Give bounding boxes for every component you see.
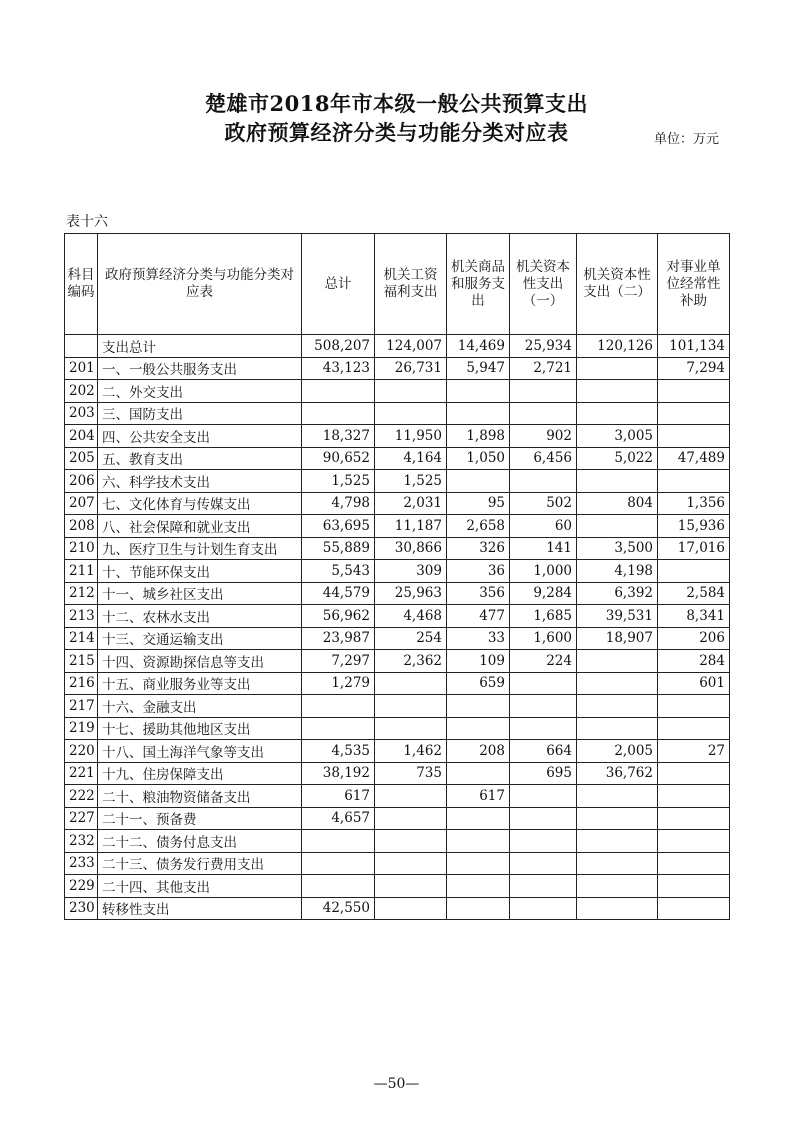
cell-wages: 254 xyxy=(375,627,447,650)
cell-code: 216 xyxy=(65,672,98,695)
cell-wages: 2,362 xyxy=(375,650,447,673)
cell-subsidy: 2,584 xyxy=(658,582,730,605)
table-number: 表十六 xyxy=(66,214,108,230)
cell-total xyxy=(302,695,375,718)
cell-wages: 1,462 xyxy=(375,740,447,763)
cell-wages xyxy=(375,875,447,898)
cell-goods xyxy=(447,470,510,493)
cell-wages: 309 xyxy=(375,560,447,583)
cell-subsidy xyxy=(658,695,730,718)
table-row xyxy=(65,402,730,425)
cell-code: 205 xyxy=(65,447,98,470)
cell-total: 90,652 xyxy=(302,447,375,470)
cell-capital2 xyxy=(577,830,658,853)
cell-total: 55,889 xyxy=(302,537,375,560)
cell-wages xyxy=(375,695,447,718)
cell-total: 1,525 xyxy=(302,470,375,493)
table-row xyxy=(65,785,730,808)
cell-capital1: 25,934 xyxy=(510,335,577,358)
table-row xyxy=(65,335,730,358)
cell-goods: 1,898 xyxy=(447,425,510,448)
cell-goods xyxy=(447,380,510,403)
cell-code: 233 xyxy=(65,852,98,875)
cell-goods: 5,947 xyxy=(447,357,510,380)
cell-total: 5,543 xyxy=(302,560,375,583)
cell-total: 617 xyxy=(302,785,375,808)
cell-subsidy: 7,294 xyxy=(658,357,730,380)
cell-capital1: 1,600 xyxy=(510,627,577,650)
cell-wages: 735 xyxy=(375,762,447,785)
cell-name: 十二、农林水支出 xyxy=(98,605,302,628)
header-capital2: 机关资本性支出（二） xyxy=(577,234,658,335)
cell-subsidy: 101,134 xyxy=(658,335,730,358)
cell-code: 221 xyxy=(65,762,98,785)
table-header-row xyxy=(65,234,730,335)
cell-code: 230 xyxy=(65,897,98,920)
cell-capital2 xyxy=(577,785,658,808)
cell-total xyxy=(302,380,375,403)
cell-wages: 124,007 xyxy=(375,335,447,358)
cell-capital1: 60 xyxy=(510,515,577,538)
cell-capital1 xyxy=(510,852,577,875)
cell-capital2 xyxy=(577,717,658,740)
cell-subsidy xyxy=(658,402,730,425)
cell-capital2: 3,500 xyxy=(577,537,658,560)
cell-total: 63,695 xyxy=(302,515,375,538)
cell-code: 220 xyxy=(65,740,98,763)
cell-capital2 xyxy=(577,897,658,920)
table-row xyxy=(65,447,730,470)
cell-goods: 14,469 xyxy=(447,335,510,358)
cell-code: 222 xyxy=(65,785,98,808)
cell-goods xyxy=(447,830,510,853)
cell-goods xyxy=(447,897,510,920)
cell-capital1 xyxy=(510,830,577,853)
cell-name: 二十一、预备费 xyxy=(98,807,302,830)
cell-capital1 xyxy=(510,897,577,920)
cell-name: 五、教育支出 xyxy=(98,447,302,470)
cell-capital1 xyxy=(510,717,577,740)
cell-code xyxy=(65,335,98,358)
cell-total: 4,535 xyxy=(302,740,375,763)
cell-capital1 xyxy=(510,875,577,898)
cell-wages xyxy=(375,672,447,695)
cell-wages xyxy=(375,807,447,830)
cell-total: 43,123 xyxy=(302,357,375,380)
table-row xyxy=(65,425,730,448)
cell-goods: 109 xyxy=(447,650,510,673)
cell-wages: 2,031 xyxy=(375,492,447,515)
cell-code: 202 xyxy=(65,380,98,403)
cell-capital2: 5,022 xyxy=(577,447,658,470)
cell-goods: 356 xyxy=(447,582,510,605)
cell-capital2 xyxy=(577,807,658,830)
budget-table xyxy=(64,233,730,920)
cell-name: 七、文化体育与传媒支出 xyxy=(98,492,302,515)
cell-capital1: 502 xyxy=(510,492,577,515)
cell-goods: 477 xyxy=(447,605,510,628)
cell-code: 208 xyxy=(65,515,98,538)
cell-subsidy xyxy=(658,875,730,898)
cell-code: 215 xyxy=(65,650,98,673)
cell-code: 212 xyxy=(65,582,98,605)
table-row xyxy=(65,537,730,560)
cell-goods xyxy=(447,402,510,425)
cell-capital1: 224 xyxy=(510,650,577,673)
cell-subsidy xyxy=(658,852,730,875)
cell-total: 42,550 xyxy=(302,897,375,920)
cell-capital2: 39,531 xyxy=(577,605,658,628)
cell-capital1: 1,685 xyxy=(510,605,577,628)
cell-name: 十一、城乡社区支出 xyxy=(98,582,302,605)
cell-name: 九、医疗卫生与计划生育支出 xyxy=(98,537,302,560)
table-row xyxy=(65,672,730,695)
cell-wages: 1,525 xyxy=(375,470,447,493)
header-subsidy: 对事业单位经常性补助 xyxy=(658,234,730,335)
cell-goods: 1,050 xyxy=(447,447,510,470)
cell-name: 八、社会保障和就业支出 xyxy=(98,515,302,538)
cell-wages xyxy=(375,717,447,740)
cell-capital2 xyxy=(577,515,658,538)
cell-capital2 xyxy=(577,875,658,898)
cell-capital2 xyxy=(577,672,658,695)
cell-capital2: 4,198 xyxy=(577,560,658,583)
cell-subsidy xyxy=(658,762,730,785)
cell-code: 227 xyxy=(65,807,98,830)
cell-capital2: 6,392 xyxy=(577,582,658,605)
cell-name: 十六、金融支出 xyxy=(98,695,302,718)
cell-subsidy: 206 xyxy=(658,627,730,650)
cell-subsidy xyxy=(658,717,730,740)
cell-subsidy xyxy=(658,785,730,808)
cell-goods: 208 xyxy=(447,740,510,763)
cell-subsidy: 284 xyxy=(658,650,730,673)
cell-code: 217 xyxy=(65,695,98,718)
table-row xyxy=(65,650,730,673)
cell-capital2 xyxy=(577,650,658,673)
cell-capital2 xyxy=(577,695,658,718)
cell-total: 508,207 xyxy=(302,335,375,358)
cell-capital2 xyxy=(577,470,658,493)
cell-goods xyxy=(447,807,510,830)
cell-goods xyxy=(447,695,510,718)
cell-goods: 659 xyxy=(447,672,510,695)
cell-total: 23,987 xyxy=(302,627,375,650)
cell-code: 229 xyxy=(65,875,98,898)
cell-total: 18,327 xyxy=(302,425,375,448)
page-number: —50— xyxy=(373,1076,420,1092)
cell-wages xyxy=(375,897,447,920)
header-capital1: 机关资本性支出（一） xyxy=(510,234,577,335)
cell-capital1: 902 xyxy=(510,425,577,448)
cell-capital1: 141 xyxy=(510,537,577,560)
cell-goods: 326 xyxy=(447,537,510,560)
document-title-line1: 楚雄市2018年市本级一般公共预算支出 xyxy=(205,91,588,116)
header-wages: 机关工资福利支出 xyxy=(375,234,447,335)
table-row xyxy=(65,627,730,650)
cell-name: 一、一般公共服务支出 xyxy=(98,357,302,380)
cell-code: 204 xyxy=(65,425,98,448)
cell-wages: 4,164 xyxy=(375,447,447,470)
cell-subsidy xyxy=(658,470,730,493)
cell-subsidy xyxy=(658,380,730,403)
cell-capital2 xyxy=(577,357,658,380)
cell-name: 十三、交通运输支出 xyxy=(98,627,302,650)
cell-total: 7,297 xyxy=(302,650,375,673)
cell-subsidy xyxy=(658,425,730,448)
table-row xyxy=(65,695,730,718)
cell-total xyxy=(302,875,375,898)
cell-name: 四、公共安全支出 xyxy=(98,425,302,448)
table-row xyxy=(65,897,730,920)
table-row xyxy=(65,380,730,403)
cell-name: 六、科学技术支出 xyxy=(98,470,302,493)
cell-name: 二十三、债务发行费用支出 xyxy=(98,852,302,875)
cell-total: 44,579 xyxy=(302,582,375,605)
cell-total xyxy=(302,830,375,853)
cell-goods: 617 xyxy=(447,785,510,808)
cell-total xyxy=(302,402,375,425)
cell-code: 207 xyxy=(65,492,98,515)
cell-wages: 25,963 xyxy=(375,582,447,605)
cell-capital1: 6,456 xyxy=(510,447,577,470)
cell-wages: 11,187 xyxy=(375,515,447,538)
table-row xyxy=(65,492,730,515)
header-goods: 机关商品和服务支出 xyxy=(447,234,510,335)
cell-wages: 4,468 xyxy=(375,605,447,628)
cell-name: 转移性支出 xyxy=(98,897,302,920)
cell-name: 十四、资源勘探信息等支出 xyxy=(98,650,302,673)
cell-capital1: 695 xyxy=(510,762,577,785)
cell-name: 十、节能环保支出 xyxy=(98,560,302,583)
cell-capital1 xyxy=(510,402,577,425)
cell-name: 二十二、债务付息支出 xyxy=(98,830,302,853)
table-row xyxy=(65,560,730,583)
cell-code: 219 xyxy=(65,717,98,740)
table-row xyxy=(65,515,730,538)
cell-wages: 11,950 xyxy=(375,425,447,448)
cell-name: 支出总计 xyxy=(98,335,302,358)
cell-name: 二十四、其他支出 xyxy=(98,875,302,898)
cell-capital1 xyxy=(510,672,577,695)
cell-total: 1,279 xyxy=(302,672,375,695)
cell-goods: 36 xyxy=(447,560,510,583)
cell-goods: 2,658 xyxy=(447,515,510,538)
cell-capital1 xyxy=(510,470,577,493)
cell-capital2 xyxy=(577,380,658,403)
cell-name: 十五、商业服务业等支出 xyxy=(98,672,302,695)
cell-total: 4,798 xyxy=(302,492,375,515)
cell-goods xyxy=(447,852,510,875)
cell-code: 232 xyxy=(65,830,98,853)
cell-wages: 30,866 xyxy=(375,537,447,560)
table-row xyxy=(65,605,730,628)
cell-capital2: 2,005 xyxy=(577,740,658,763)
cell-capital1: 664 xyxy=(510,740,577,763)
cell-code: 206 xyxy=(65,470,98,493)
cell-subsidy xyxy=(658,807,730,830)
cell-subsidy: 15,936 xyxy=(658,515,730,538)
cell-name: 二、外交支出 xyxy=(98,380,302,403)
cell-capital2: 804 xyxy=(577,492,658,515)
cell-goods xyxy=(447,717,510,740)
cell-capital1 xyxy=(510,695,577,718)
cell-subsidy: 8,341 xyxy=(658,605,730,628)
table-row xyxy=(65,807,730,830)
cell-capital2 xyxy=(577,402,658,425)
table-row xyxy=(65,762,730,785)
table-row xyxy=(65,740,730,763)
cell-subsidy xyxy=(658,830,730,853)
header-total: 总计 xyxy=(302,234,375,335)
cell-total xyxy=(302,717,375,740)
cell-wages: 26,731 xyxy=(375,357,447,380)
cell-capital1 xyxy=(510,807,577,830)
table-row xyxy=(65,470,730,493)
table-row xyxy=(65,582,730,605)
cell-wages xyxy=(375,785,447,808)
cell-subsidy: 1,356 xyxy=(658,492,730,515)
cell-capital2: 36,762 xyxy=(577,762,658,785)
cell-name: 十九、住房保障支出 xyxy=(98,762,302,785)
cell-subsidy xyxy=(658,897,730,920)
table-row xyxy=(65,852,730,875)
cell-goods xyxy=(447,762,510,785)
cell-name: 三、国防支出 xyxy=(98,402,302,425)
cell-subsidy: 27 xyxy=(658,740,730,763)
cell-wages xyxy=(375,402,447,425)
unit-label: 单位：万元 xyxy=(654,132,720,147)
cell-goods: 33 xyxy=(447,627,510,650)
cell-subsidy: 601 xyxy=(658,672,730,695)
header-code: 科目编码 xyxy=(65,234,98,335)
cell-goods xyxy=(447,875,510,898)
cell-capital2: 3,005 xyxy=(577,425,658,448)
cell-capital1: 2,721 xyxy=(510,357,577,380)
table-row xyxy=(65,717,730,740)
cell-capital2: 18,907 xyxy=(577,627,658,650)
cell-code: 214 xyxy=(65,627,98,650)
cell-code: 211 xyxy=(65,560,98,583)
cell-total xyxy=(302,852,375,875)
cell-code: 201 xyxy=(65,357,98,380)
cell-code: 203 xyxy=(65,402,98,425)
cell-wages xyxy=(375,852,447,875)
cell-code: 213 xyxy=(65,605,98,628)
cell-name: 二十、粮油物资储备支出 xyxy=(98,785,302,808)
header-name: 政府预算经济分类与功能分类对应表 xyxy=(98,234,302,335)
cell-goods: 95 xyxy=(447,492,510,515)
cell-capital2: 120,126 xyxy=(577,335,658,358)
cell-total: 4,657 xyxy=(302,807,375,830)
cell-subsidy: 47,489 xyxy=(658,447,730,470)
table-row xyxy=(65,357,730,380)
cell-capital1: 1,000 xyxy=(510,560,577,583)
cell-capital1: 9,284 xyxy=(510,582,577,605)
cell-subsidy: 17,016 xyxy=(658,537,730,560)
cell-wages xyxy=(375,380,447,403)
document-title-line2: 政府预算经济分类与功能分类对应表 xyxy=(224,120,569,145)
cell-total: 38,192 xyxy=(302,762,375,785)
cell-wages xyxy=(375,830,447,853)
cell-code: 210 xyxy=(65,537,98,560)
cell-subsidy xyxy=(658,560,730,583)
table-row xyxy=(65,830,730,853)
cell-capital1 xyxy=(510,380,577,403)
table-row xyxy=(65,875,730,898)
cell-name: 十七、援助其他地区支出 xyxy=(98,717,302,740)
cell-capital1 xyxy=(510,785,577,808)
cell-name: 十八、国土海洋气象等支出 xyxy=(98,740,302,763)
cell-total: 56,962 xyxy=(302,605,375,628)
cell-capital2 xyxy=(577,852,658,875)
